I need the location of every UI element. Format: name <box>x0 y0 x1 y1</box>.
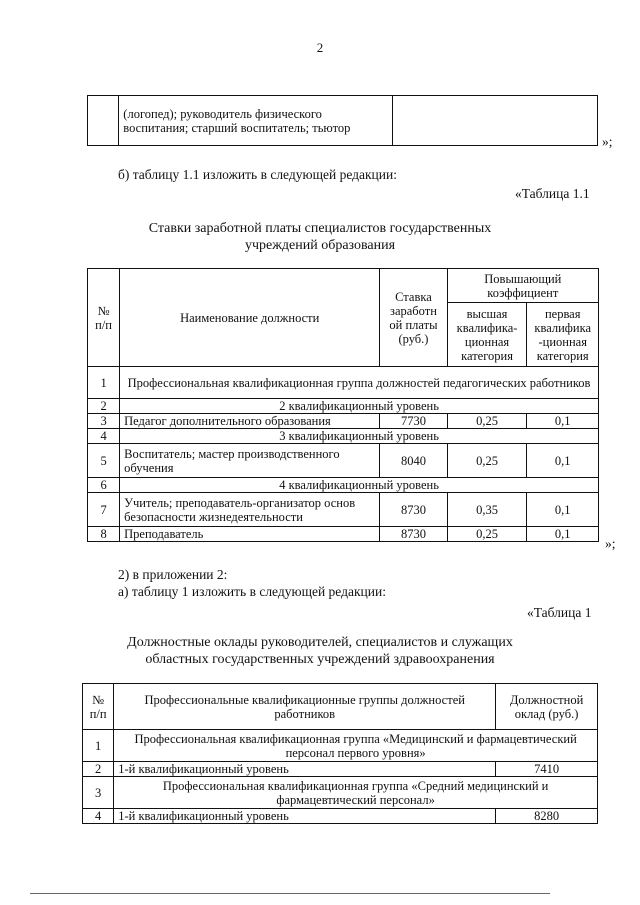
close-quote: »; <box>605 536 616 551</box>
table-title-line-2: учреждений образования <box>244 238 396 253</box>
continuation-table <box>87 95 598 146</box>
table-title-line-1: Ставки заработной платы специалистов государственных <box>148 221 492 236</box>
table-row: 4 3 квалификационный уровень <box>88 429 599 444</box>
table-title-line-1: Должностные оклады руководителей, специалистов и служащих <box>127 635 513 650</box>
header-salary: Должностной оклад (руб.) <box>496 684 598 730</box>
header-rate: Ставка заработн ой платы (руб.) <box>380 269 447 367</box>
paragraph-a: а) таблицу 1 изложить в следующей редакции: <box>118 584 386 599</box>
paragraph-b: б) таблицу 1.1 изложить в следующей редакции: <box>118 167 397 182</box>
table-row: 5 Воспитатель; мастер производственного обучения 8040 0,25 0,1 <box>88 444 599 478</box>
table-row: 4 1-й квалификационный уровень 8280 <box>83 809 598 824</box>
table-row: 2 2 квалификационный уровень <box>88 399 599 414</box>
table-row: 3 Педагог дополнительного образования 7730 0,25 0,1 <box>88 414 599 429</box>
table-title-line-2: областных государственных учреждений здравоохранения <box>145 652 495 667</box>
header-name: Наименование должности <box>120 269 380 367</box>
table-label: «Таблица 1.1 <box>515 186 590 201</box>
header-first-category: первая квалифика -ционная категория <box>527 303 599 367</box>
table-row: 1 Профессиональная квалификационная группа должностей педагогических работников <box>88 367 599 399</box>
salaries-table <box>82 683 598 824</box>
continuation-cell: (логопед); руководитель физического воспитания; старший воспитатель; тьютор <box>119 96 393 146</box>
table-row: 2 1-й квалификационный уровень 7410 <box>83 762 598 777</box>
header-num: № п/п <box>83 684 114 730</box>
table-label: «Таблица 1 <box>527 605 592 620</box>
table-row: 8 Преподаватель 8730 0,25 0,1 <box>88 527 599 542</box>
footer-divider <box>30 893 550 894</box>
page-number: 2 <box>316 40 324 55</box>
salary-rates-table <box>87 268 599 542</box>
close-quote: »; <box>602 134 613 149</box>
paragraph-2: 2) в приложении 2: <box>118 567 228 582</box>
table-row: 6 4 квалификационный уровень <box>88 478 599 493</box>
table-row: 7 Учитель; преподаватель-организатор основ безопасности жизнедеятельности 8730 0,35 0,1 <box>88 493 599 527</box>
table-row: 1 Профессиональная квалификационная группа «Медицинский и фармацевтический персонал первого уровня» <box>83 730 598 762</box>
header-num: № п/п <box>88 269 120 367</box>
header-groups: Профессиональные квалификационные группы должностей работников <box>114 684 496 730</box>
table-row: 3 Профессиональная квалификационная группа «Средний медицинский и фармацевтический персонал» <box>83 777 598 809</box>
header-coefficient: Повышающий коэффициент <box>447 269 598 303</box>
header-high-category: высшая квалифика- ционная категория <box>447 303 527 367</box>
